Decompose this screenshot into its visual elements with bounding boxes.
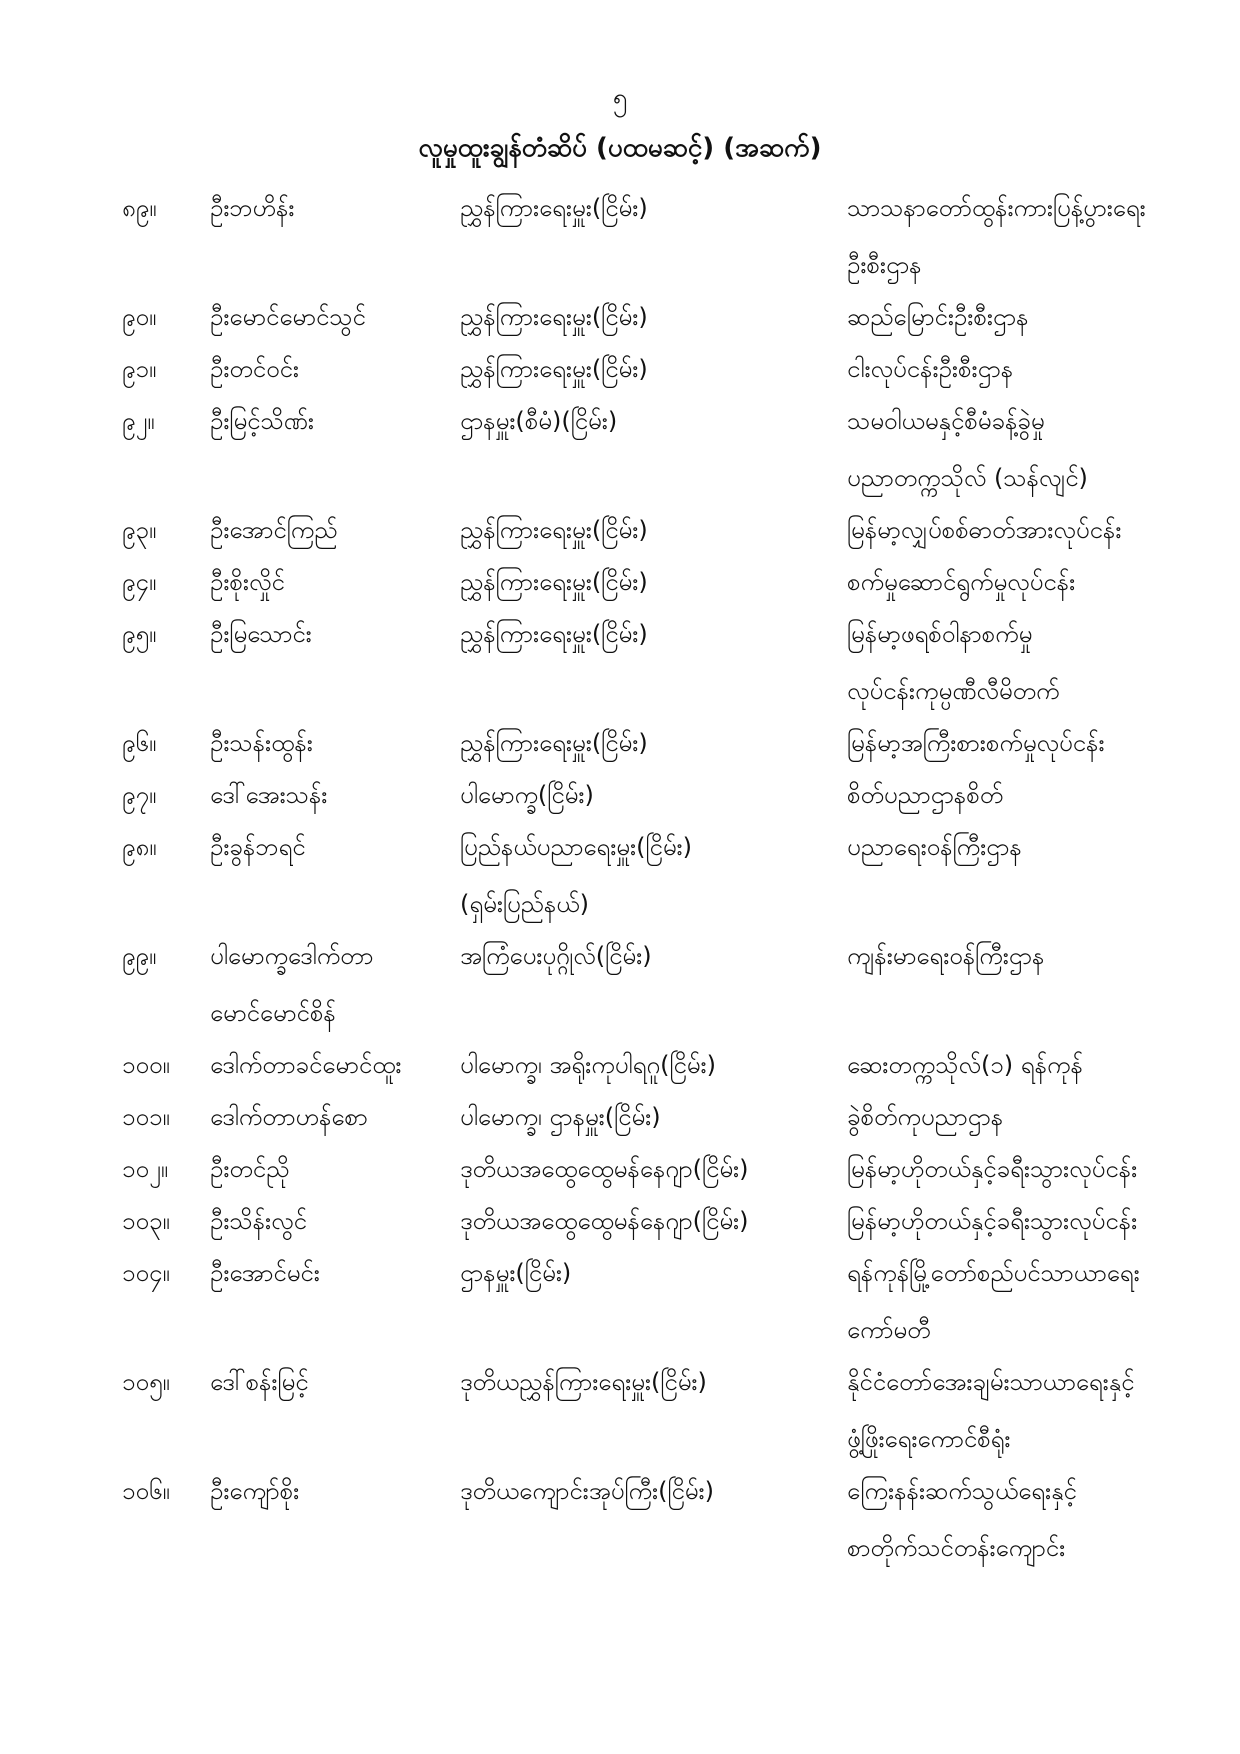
row-number: ၉၅။ (122, 620, 157, 648)
recipient-position (460, 1463, 830, 1520)
recipient-department (847, 1354, 1207, 1468)
recipient-department-line: ငါးလုပ်ငန်းဦးစီးဌာန (847, 355, 1014, 383)
recipient-department-line: ရန်ကုန်မြို့တော်စည်ပင်သာယာရေး (847, 1259, 1140, 1287)
table-row (0, 341, 1240, 393)
recipient-department (847, 1193, 1207, 1250)
row-number: ၁၀၅။ (122, 1368, 170, 1396)
table-row (0, 1089, 1240, 1141)
recipient-name (210, 554, 445, 611)
recipient-position-line: ပါမောက္ခ(ငြိမ်း) (460, 781, 594, 809)
table-row (0, 393, 1240, 502)
table-row (0, 289, 1240, 341)
recipient-department-line: ပညာရေးဝန်ကြီးဌာန (847, 833, 1022, 861)
recipient-position-line: ပါမောက္ခ၊ ဌာနမှူး(ငြိမ်း) (460, 1103, 661, 1131)
recipient-name (210, 819, 445, 876)
recipient-department-line: မြန်မာ့ဟိုတယ်နှင့်ခရီးသွားလုပ်ငန်း (847, 1155, 1138, 1183)
recipient-department-line: ခွဲစိတ်ကုပညာဌာန (847, 1103, 1004, 1131)
recipient-name (210, 502, 445, 559)
table-row (0, 819, 1240, 928)
recipient-position (460, 289, 830, 346)
recipient-department (847, 1089, 1207, 1146)
row-number: ၉၀။ (122, 303, 157, 331)
row-number: ၉၄။ (122, 568, 157, 596)
recipient-department-line: ပညာတက္ကသိုလ် (သန်လျင်) (847, 464, 1088, 492)
table-row (0, 928, 1240, 1037)
recipient-department-line: ကျန်းမာရေးဝန်ကြီးဌာန (847, 942, 1045, 970)
recipient-position-line: ဒုတိယကျောင်းအုပ်ကြီး(ငြိမ်း) (460, 1477, 714, 1505)
recipient-position (460, 554, 830, 611)
recipient-department-line: နိုင်ငံတော်အေးချမ်းသာယာရေးနှင့် (847, 1368, 1135, 1396)
row-number: ၁၀၆။ (122, 1477, 170, 1505)
recipient-position (460, 819, 830, 933)
recipient-name-line: ဒေါ်အေးသန်း (210, 781, 328, 809)
row-number: ၈၉။ (122, 194, 157, 222)
recipient-name-line: ဒေါက်တာခင်မောင်ထူး (210, 1051, 402, 1079)
table-row (0, 606, 1240, 715)
recipient-department (847, 1141, 1207, 1198)
recipient-department-line: ကော်မတီ (847, 1316, 931, 1344)
recipient-department (847, 928, 1207, 985)
row-number: ၁၀၃။ (122, 1207, 170, 1235)
recipient-name-line: ဦးခွန်ဘရင် (210, 833, 306, 861)
page-number: ၅ (612, 83, 628, 113)
recipient-department-line: လုပ်ငန်းကုမ္ပဏီလီမိတက် (847, 677, 1060, 705)
recipient-position-line: (ရှမ်းပြည်နယ်) (460, 890, 589, 918)
recipient-department (847, 1463, 1207, 1577)
recipient-name-line: ဦးတင်ဝင်း (210, 355, 299, 383)
recipient-department (847, 393, 1207, 507)
recipient-department (847, 767, 1207, 824)
recipient-position (460, 715, 830, 772)
row-number: ၁၀၀။ (122, 1051, 170, 1079)
recipient-position (460, 1141, 830, 1198)
recipient-department-line: မြန်မာ့ဟိုတယ်နှင့်ခရီးသွားလုပ်ငန်း (847, 1207, 1138, 1235)
recipient-position (460, 1193, 830, 1250)
table-row (0, 1141, 1240, 1193)
recipient-name-line: ဦးမြင့်သိဏ်း (210, 407, 314, 435)
recipient-name (210, 289, 445, 346)
recipient-position-line: ဒုတိယညွှန်ကြားရေးမှူး(ငြိမ်း) (460, 1368, 707, 1396)
recipient-name (210, 341, 445, 398)
recipient-position-line: ပြည်နယ်ပညာရေးမှူး(ငြိမ်း) (460, 833, 692, 861)
recipient-position (460, 341, 830, 398)
recipient-department (847, 715, 1207, 772)
table-row (0, 1463, 1240, 1572)
recipient-name (210, 767, 445, 824)
recipient-department (847, 1037, 1207, 1094)
recipient-position-line: ဌာနမှူး(စီမံ)(ငြိမ်း) (460, 407, 618, 435)
recipient-position-line: ညွှန်ကြားရေးမှူး(ငြိမ်း) (460, 516, 648, 544)
recipient-department (847, 1245, 1207, 1359)
recipient-name (210, 606, 445, 663)
recipient-position-line: ညွှန်ကြားရေးမှူး(ငြိမ်း) (460, 303, 648, 331)
table-row (0, 715, 1240, 767)
recipient-name (210, 180, 445, 237)
recipient-name (210, 1245, 445, 1302)
recipient-name (210, 1037, 445, 1094)
page-title: လူမှုထူးချွန်တံဆိပ် (ပထမဆင့်) (အဆက်) (418, 133, 822, 163)
recipient-position-line: ညွှန်ကြားရေးမှူး(ငြိမ်း) (460, 729, 648, 757)
row-number: ၉၂။ (122, 407, 155, 435)
recipient-position-line: ညွှန်ကြားရေးမှူး(ငြိမ်း) (460, 568, 648, 596)
recipient-name-line: ဦးတင်ညို (210, 1155, 290, 1183)
row-number: ၉၉။ (122, 942, 157, 970)
recipient-name-line: ဦးသိန်းလွင် (210, 1207, 307, 1235)
recipient-name (210, 1193, 445, 1250)
recipient-position (460, 393, 830, 450)
row-number: ၉၆။ (122, 729, 157, 757)
recipient-department-line: သမဝါယမနှင့်စီမံခန့်ခွဲမှု (847, 407, 1045, 435)
recipient-name (210, 1463, 445, 1520)
recipient-department (847, 341, 1207, 398)
recipient-department-line: စက်မှုဆောင်ရွက်မှုလုပ်ငန်း (847, 568, 1076, 596)
recipient-department-line: စိတ်ပညာဌာနစိတ် (847, 781, 1004, 809)
recipient-position-line: အကြံပေးပုဂ္ဂိုလ်(ငြိမ်း) (460, 942, 652, 970)
recipient-department-line: သာသနာတော်ထွန်းကားပြန့်ပွားရေး (847, 194, 1146, 222)
recipient-position (460, 1354, 830, 1411)
recipient-department-line: ဆေးတက္ကသိုလ်(၁) ရန်ကုန် (847, 1051, 1083, 1079)
recipient-department (847, 289, 1207, 346)
recipient-department (847, 180, 1207, 294)
recipient-department (847, 606, 1207, 720)
recipient-name (210, 1354, 445, 1411)
recipient-name-line: ဦးအောင်မင်း (210, 1259, 320, 1287)
recipient-name-line: ဦးမောင်မောင်သွင် (210, 303, 366, 331)
recipient-name (210, 715, 445, 772)
recipient-position-line: ညွှန်ကြားရေးမှူး(ငြိမ်း) (460, 355, 648, 383)
recipient-name-line: ဦးအောင်ကြည် (210, 516, 338, 544)
recipient-position-line: ဒုတိယအထွေထွေမန်နေဂျာ(ငြိမ်း) (460, 1155, 749, 1183)
recipient-name (210, 1089, 445, 1146)
recipient-department-line: မြန်မာ့ဖရစ်ဝါနာစက်မှု (847, 620, 1033, 648)
recipient-department (847, 819, 1207, 876)
recipient-name (210, 393, 445, 450)
recipient-name-line: ဦးဘဟိန်း (210, 194, 295, 222)
table-row (0, 767, 1240, 819)
recipient-position-line: ပါမောက္ခ၊ အရိုးကုပါရဂူ(ငြိမ်း) (460, 1051, 716, 1079)
recipient-department (847, 502, 1207, 559)
recipient-name-line: ဒေါ်စန်းမြင့် (210, 1368, 309, 1396)
recipient-name-line: ဦးသန်းထွန်း (210, 729, 313, 757)
recipient-position-line: ဒုတိယအထွေထွေမန်နေဂျာ(ငြိမ်း) (460, 1207, 749, 1235)
recipient-name-line: မောင်မောင်စိန် (210, 999, 336, 1027)
row-number: ၁၀၂။ (122, 1155, 169, 1183)
award-list (0, 180, 1240, 1572)
recipient-name-line: ဒေါက်တာဟန်စော (210, 1103, 368, 1131)
table-row (0, 554, 1240, 606)
recipient-department (847, 554, 1207, 611)
table-row (0, 180, 1240, 289)
recipient-department-line: ဦးစီးဌာန (847, 251, 922, 279)
row-number: ၉၁။ (122, 355, 157, 383)
recipient-position-line: ဌာနမှူး(ငြိမ်း) (460, 1259, 572, 1287)
recipient-position (460, 767, 830, 824)
recipient-department-line: ကြေးနန်းဆက်သွယ်ရေးနှင့် (847, 1477, 1077, 1505)
recipient-position-line: ညွှန်ကြားရေးမှူး(ငြိမ်း) (460, 194, 648, 222)
table-row (0, 1037, 1240, 1089)
recipient-name (210, 1141, 445, 1198)
recipient-position (460, 928, 830, 985)
recipient-position (460, 1037, 830, 1094)
recipient-department-line: မြန်မာ့အကြီးစားစက်မှုလုပ်ငန်း (847, 729, 1105, 757)
row-number: ၁၀၄။ (122, 1259, 170, 1287)
row-number: ၉၈။ (122, 833, 157, 861)
recipient-name-line: ဦးမြသောင်း (210, 620, 312, 648)
recipient-position (460, 606, 830, 663)
recipient-department-line: ဖွံ့ဖြိုးရေးကောင်စီရုံး (847, 1425, 1011, 1453)
table-row (0, 1354, 1240, 1463)
table-row (0, 1245, 1240, 1354)
row-number: ၉၇။ (122, 781, 157, 809)
table-row (0, 1193, 1240, 1245)
row-number: ၁၀၁။ (122, 1103, 170, 1131)
recipient-position (460, 180, 830, 237)
recipient-position-line: ညွှန်ကြားရေးမှူး(ငြိမ်း) (460, 620, 648, 648)
row-number: ၉၃။ (122, 516, 157, 544)
recipient-name-line: ဦးကျော်စိုး (210, 1477, 300, 1505)
table-row (0, 502, 1240, 554)
recipient-name-line: ဦးစိုးလှိုင် (210, 568, 285, 596)
recipient-name-line: ပါမောက္ခဒေါက်တာ (210, 942, 374, 970)
recipient-position (460, 1089, 830, 1146)
recipient-position (460, 1245, 830, 1302)
recipient-department-line: ဆည်မြောင်းဦးစီးဌာန (847, 303, 1029, 331)
recipient-name (210, 928, 445, 1042)
recipient-position (460, 502, 830, 559)
recipient-department-line: မြန်မာ့လျှပ်စစ်ဓာတ်အားလုပ်ငန်း (847, 516, 1122, 544)
recipient-department-line: စာတိုက်သင်တန်းကျောင်း (847, 1534, 1066, 1562)
